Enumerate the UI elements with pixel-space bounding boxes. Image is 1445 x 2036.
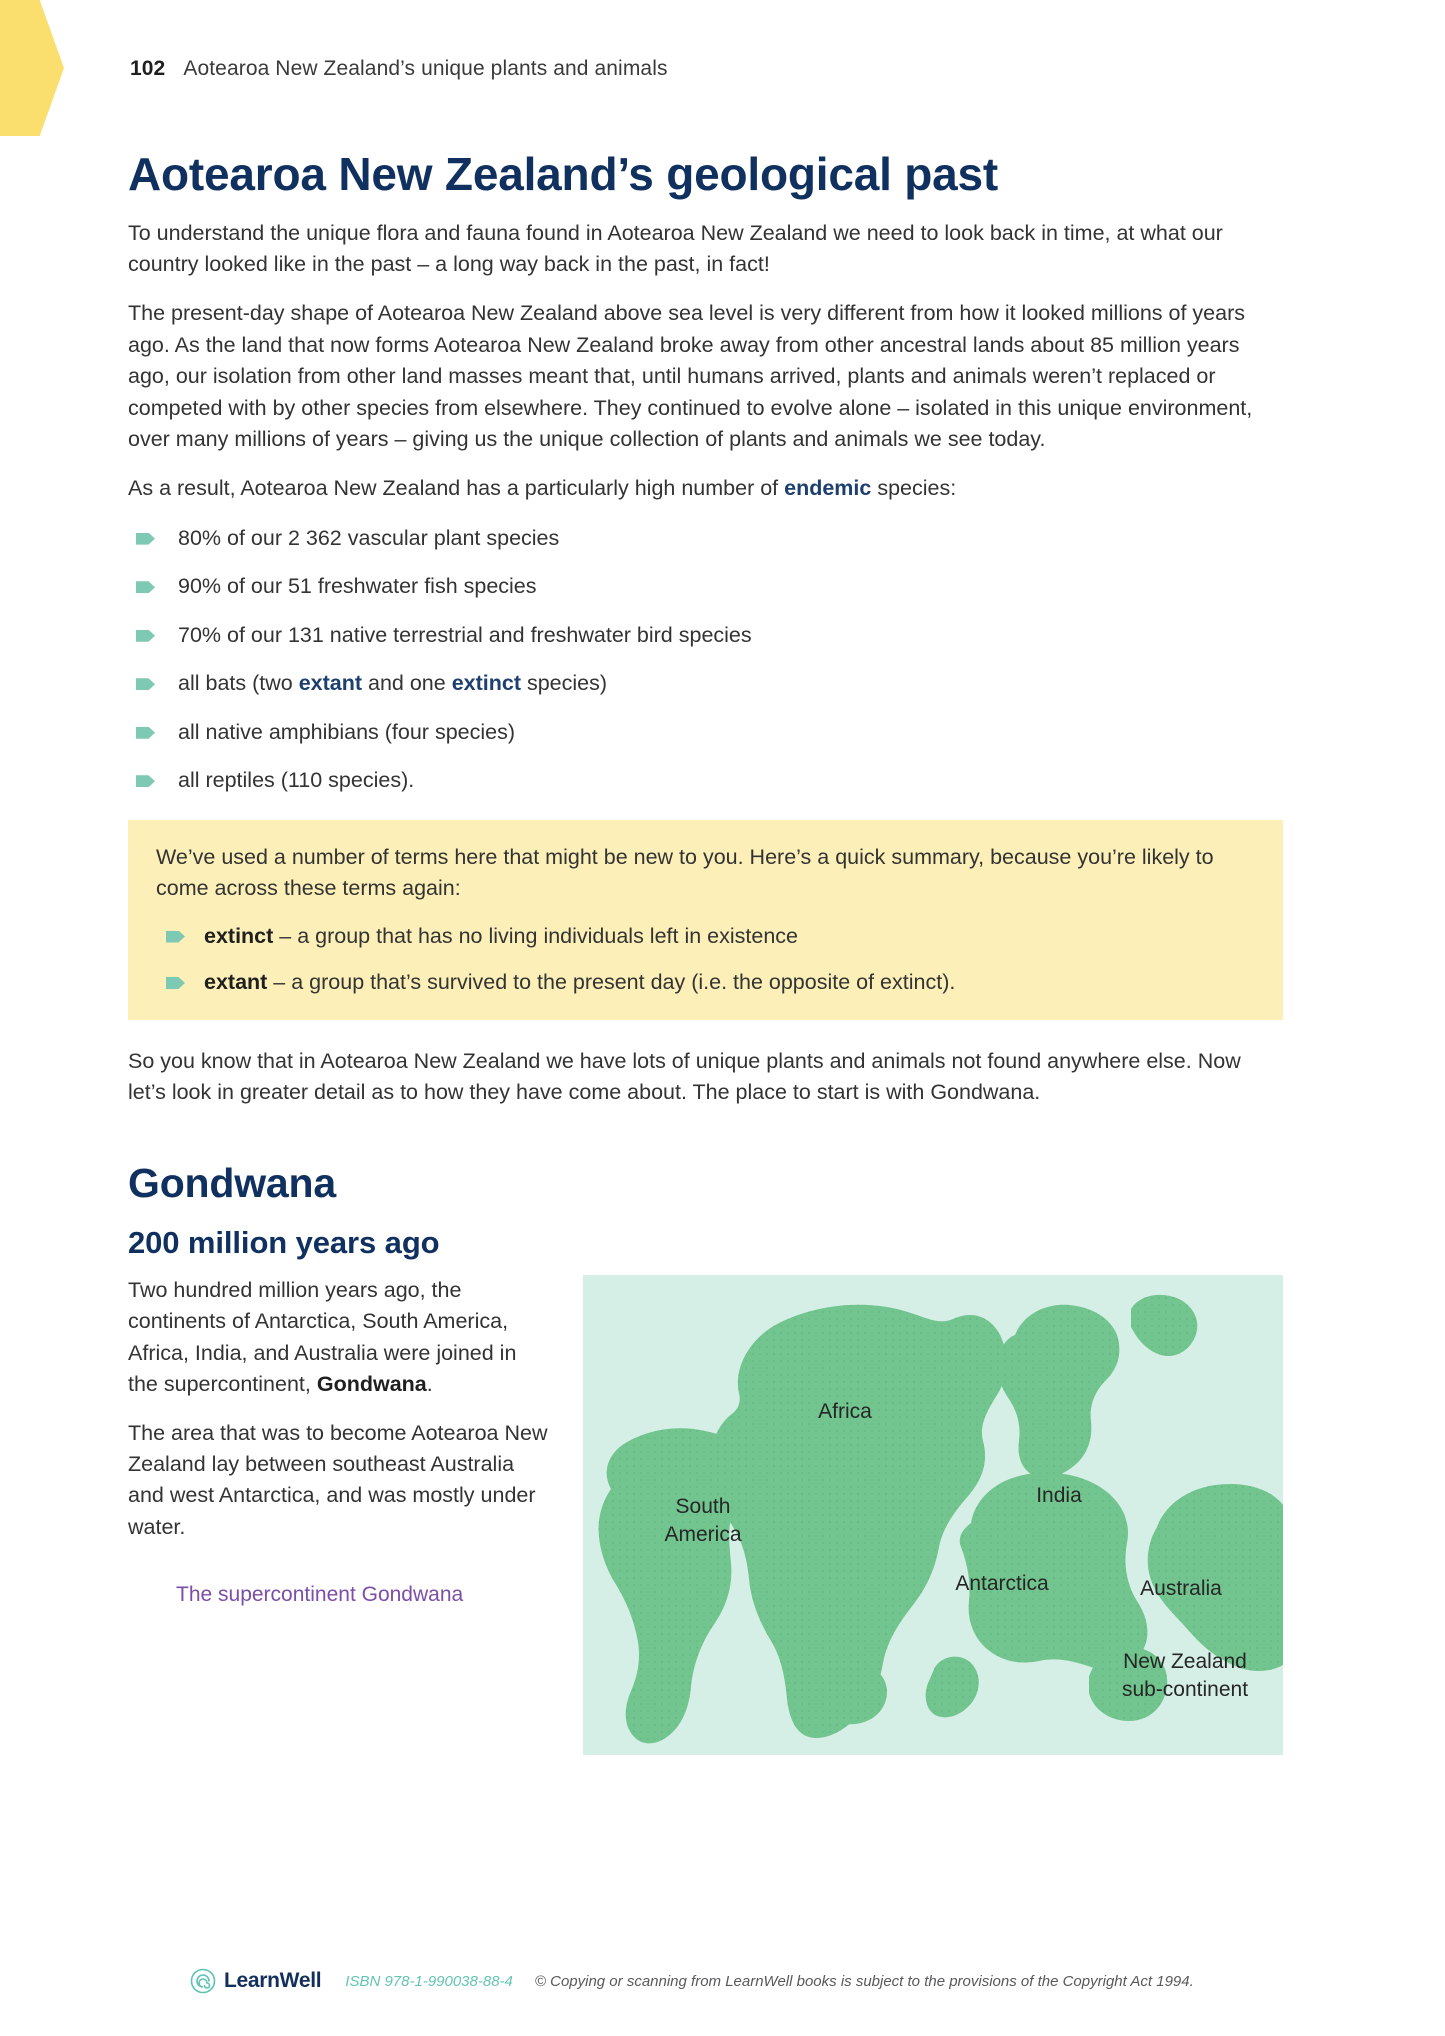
intro-paragraph-2: The present-day shape of Aotearoa New Zealand above sea level is very different from how it looked millions of years ago. As the land that now forms Aotearoa New Zealand broke away from other ancestral lands about 85 million years ago, our isolation from other land masses meant that, until humans arrived, plants and animals weren’t replaced or competed with by other species from elsewhere. They continued to evolve alone – isolated in this unique environment, over many millions of years – giving us the unique collection of plants and animals we see today. xyxy=(128,301,1253,451)
definition-text: – a group that has no living individuals left in existence xyxy=(273,923,798,948)
list-item-label: all reptiles (110 species). xyxy=(178,768,415,793)
endemic-term: endemic xyxy=(784,476,872,501)
flag-bullet-icon xyxy=(136,775,155,787)
gondwana-text-column xyxy=(128,1275,548,1606)
page-footer xyxy=(190,1968,1194,1994)
endemic-lead-in xyxy=(128,473,1283,504)
page-number: 102 xyxy=(130,57,166,80)
gondwana-heading: Gondwana xyxy=(128,1160,336,1207)
callout-definition-list xyxy=(156,921,1255,998)
list-item xyxy=(128,523,1283,554)
callout-intro: We’ve used a number of terms here that might be new to you. Here’s a quick summary, because you’re likely to come across these terms again: xyxy=(156,844,1214,901)
gondwana-paragraph-2: The area that was to become Aotearoa New Zealand lay between southeast Australia and west Antarctica, and was mostly under water. xyxy=(128,1420,548,1539)
flag-bullet-icon xyxy=(166,977,185,989)
bridge-paragraph: So you know that in Aotearoa New Zealand we have lots of unique plants and animals not found anywhere else. Now let’s look in greater detail as to how they have come about. The place to start is with Gondwana. xyxy=(128,1048,1241,1104)
definition-text: – a group that’s survived to the present day (i.e. the opposite of extinct). xyxy=(267,970,956,995)
list-item xyxy=(128,765,1283,796)
flag-bullet-icon xyxy=(136,678,155,690)
list-item xyxy=(128,668,1283,699)
extant-term: extant xyxy=(298,671,363,696)
list-item-label: 80% of our 2 362 vascular plant species xyxy=(178,525,560,550)
flag-bullet-icon xyxy=(136,630,155,642)
flag-bullet-icon xyxy=(136,727,155,739)
map-label-south-america-line2: America xyxy=(664,1523,742,1547)
list-item xyxy=(156,967,1255,998)
gondwana-term: Gondwana xyxy=(316,1371,427,1396)
page-content xyxy=(128,150,1283,1755)
copyright-notice: © Copying or scanning from LearnWell books is subject to the provisions of the Copyright Act 1994. xyxy=(534,1972,1194,1990)
list-item xyxy=(128,571,1283,602)
gondwana-subheading: 200 million years ago xyxy=(128,1225,440,1261)
gondwana-paragraph-1 xyxy=(128,1275,548,1400)
definition-term: extant xyxy=(204,970,268,995)
list-item-label: 70% of our 131 native terrestrial and freshwater bird species xyxy=(178,622,752,647)
map-label-australia: Australia xyxy=(1140,1577,1222,1601)
map-label-new-zealand-line1: New Zealand xyxy=(1123,1650,1247,1674)
list-item-middle: and one xyxy=(362,671,452,696)
intro-paragraph-1: To understand the unique flora and fauna found in Aotearoa New Zealand we need to look back in time, at what our country looked like in the past – a long way back in the past, in fact! xyxy=(128,220,1223,277)
list-item-prefix: all bats (two xyxy=(178,671,299,696)
terms-callout-box xyxy=(128,820,1283,1020)
list-item xyxy=(156,921,1255,952)
endemic-lead-before: As a result, Aotearoa New Zealand has a particularly high number of xyxy=(128,476,785,501)
gondwana-map-svg xyxy=(583,1275,1283,1755)
page-title: Aotearoa New Zealand’s geological past xyxy=(128,148,999,200)
list-item-label: all native amphibians (four species) xyxy=(178,719,515,744)
gondwana-p1-after: . xyxy=(426,1371,433,1396)
brand-name: LearnWell xyxy=(224,1969,322,1992)
flag-bullet-icon xyxy=(136,581,155,593)
flag-bullet-icon xyxy=(136,533,155,545)
endemic-species-list xyxy=(128,523,1283,796)
list-item-label: 90% of our 51 freshwater fish species xyxy=(178,574,537,599)
map-label-antarctica: Antarctica xyxy=(955,1572,1049,1596)
learnwell-logo xyxy=(190,1968,321,1994)
flag-bullet-icon xyxy=(166,931,185,943)
map-label-south-america-line1: South xyxy=(675,1495,731,1519)
running-head xyxy=(130,57,668,81)
list-item xyxy=(128,717,1283,748)
gondwana-p1-before: Two hundred million years ago, the continents of Antarctica, South America, Africa, India, and Australia were joined in the supercontinent, xyxy=(128,1278,517,1396)
chapter-title: Aotearoa New Zealand’s unique plants and animals xyxy=(183,57,668,80)
page-edge-tab xyxy=(0,0,64,136)
map-label-india: India xyxy=(1036,1484,1082,1508)
extinct-term: extinct xyxy=(451,671,521,696)
list-item-suffix: species) xyxy=(521,671,608,696)
map-label-new-zealand-line2: sub-continent xyxy=(1121,1678,1249,1702)
gondwana-map-figure xyxy=(583,1275,1283,1755)
endemic-lead-after: species: xyxy=(871,476,957,501)
gondwana-figure-block xyxy=(128,1275,1283,1755)
map-label-africa: Africa xyxy=(818,1400,872,1424)
list-item xyxy=(128,620,1283,651)
definition-term: extinct xyxy=(204,923,274,948)
isbn-text: ISBN 978-1-990038-88-4 xyxy=(345,1972,513,1990)
figure-caption: The supercontinent Gondwana xyxy=(176,1582,464,1606)
spiral-icon xyxy=(190,1968,216,1994)
